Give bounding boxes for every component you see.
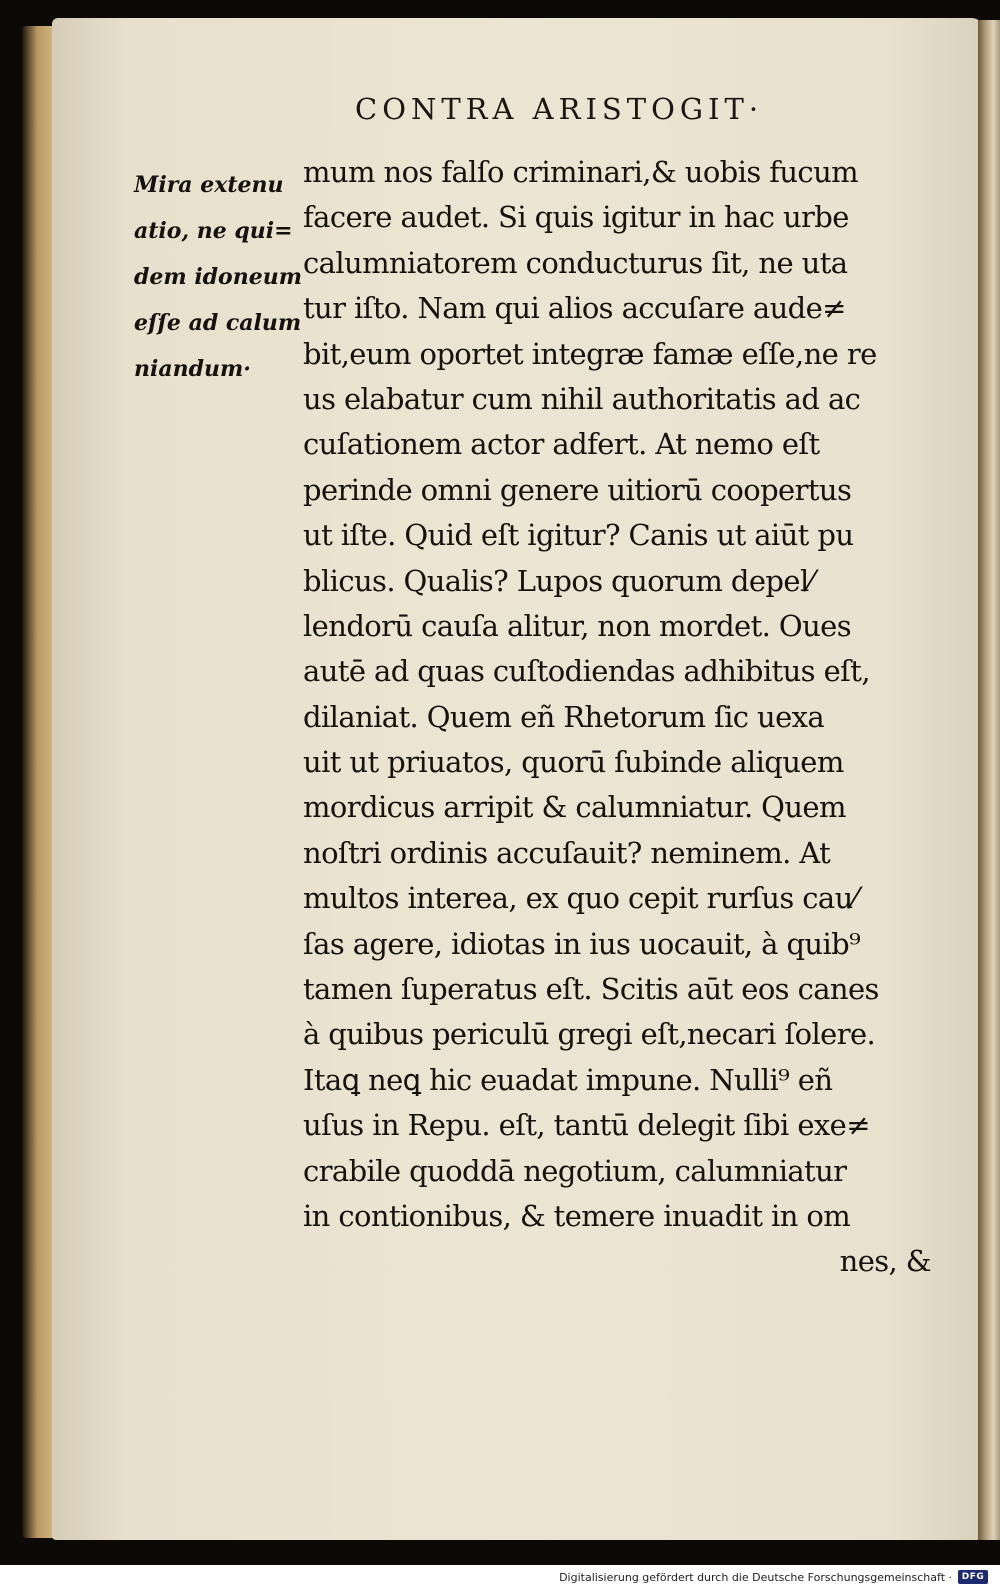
text-line: noſtri ordinis accuſauit? neminem. At xyxy=(303,835,831,870)
text-line: us elabatur cum nihil authoritatis ad ac xyxy=(303,381,861,416)
digitization-footer xyxy=(0,1565,1000,1591)
text-line: mum nos falſo criminari,& uobis fucum xyxy=(303,155,859,189)
text-line: blicus. Qualis? Lupos quorum depel⁄ xyxy=(303,563,813,598)
text-line: Itaꝗ neꝗ hic euadat impune. Nulli⁹ eñ xyxy=(303,1062,833,1097)
text-line: dilaniat. Quem eñ Rhetorum ſic uexa xyxy=(303,699,825,734)
dfg-logo-icon: DFG xyxy=(958,1570,988,1584)
text-line: cuſationem actor adfert. At nemo eſt xyxy=(303,427,820,462)
text-line: facere audet. Si quis igitur in hac urbe xyxy=(303,200,849,235)
marginal-note xyxy=(134,162,309,392)
running-head: CONTRA ARISTOGIT· xyxy=(355,92,764,126)
text-line: à quibus periculū gregi eſt,necari ſolere. xyxy=(303,1017,876,1052)
text-line: mordicus arripit & calumniatur. Quem xyxy=(303,790,846,825)
text-line: uſus in Repu. eſt, tantū delegit ſibi exe≠ xyxy=(303,1108,870,1143)
text-line: perinde omni genere uitiorū coopertus xyxy=(303,472,852,507)
marginal-note-line: Mira extenu xyxy=(134,172,284,198)
text-line: ut iſte. Quid eſt igitur? Canis ut aiūt pu xyxy=(303,518,854,553)
text-line: in contionibus, & temere inuadit in om xyxy=(303,1198,851,1233)
text-line: lendorū cauſa alitur, non mordet. Oues xyxy=(303,608,851,643)
marginal-note-line: dem idoneum xyxy=(134,264,302,290)
text-line: ſas agere, idiotas in ius uocauit, à quib⁹ xyxy=(303,926,861,961)
text-line: uit ut priuatos, quorū ſubinde aliquem xyxy=(303,745,844,780)
marginal-note-line: eſſe ad calum xyxy=(134,310,302,336)
text-line: calumniatorem conducturus ſit, ne uta xyxy=(303,245,848,280)
text-line: autē ad quas cuſtodiendas adhibitus eſt, xyxy=(303,654,870,689)
text-line: multos interea, ex quo cepit rurſus cau⁄ xyxy=(303,881,857,916)
body-text xyxy=(303,150,933,1285)
text-line: tamen ſuperatus eſt. Scitis aūt eos canes xyxy=(303,972,879,1007)
marginal-note-line: atio, ne qui= xyxy=(134,218,293,244)
text-line: crabile quoddā negotium, calumniatur xyxy=(303,1153,847,1188)
funding-credit: Digitalisierung gefördert durch die Deutsche Forschungsgemeinschaft · xyxy=(559,1571,952,1584)
text-line: tur iſto. Nam qui alios accuſare aude≠ xyxy=(303,291,846,326)
catchword: nes, & xyxy=(839,1244,931,1279)
page-right-edge xyxy=(978,20,1000,1540)
text-line: bit,eum oportet integræ famæ eſſe,ne re xyxy=(303,336,877,371)
marginal-note-line: niandum· xyxy=(134,356,251,382)
